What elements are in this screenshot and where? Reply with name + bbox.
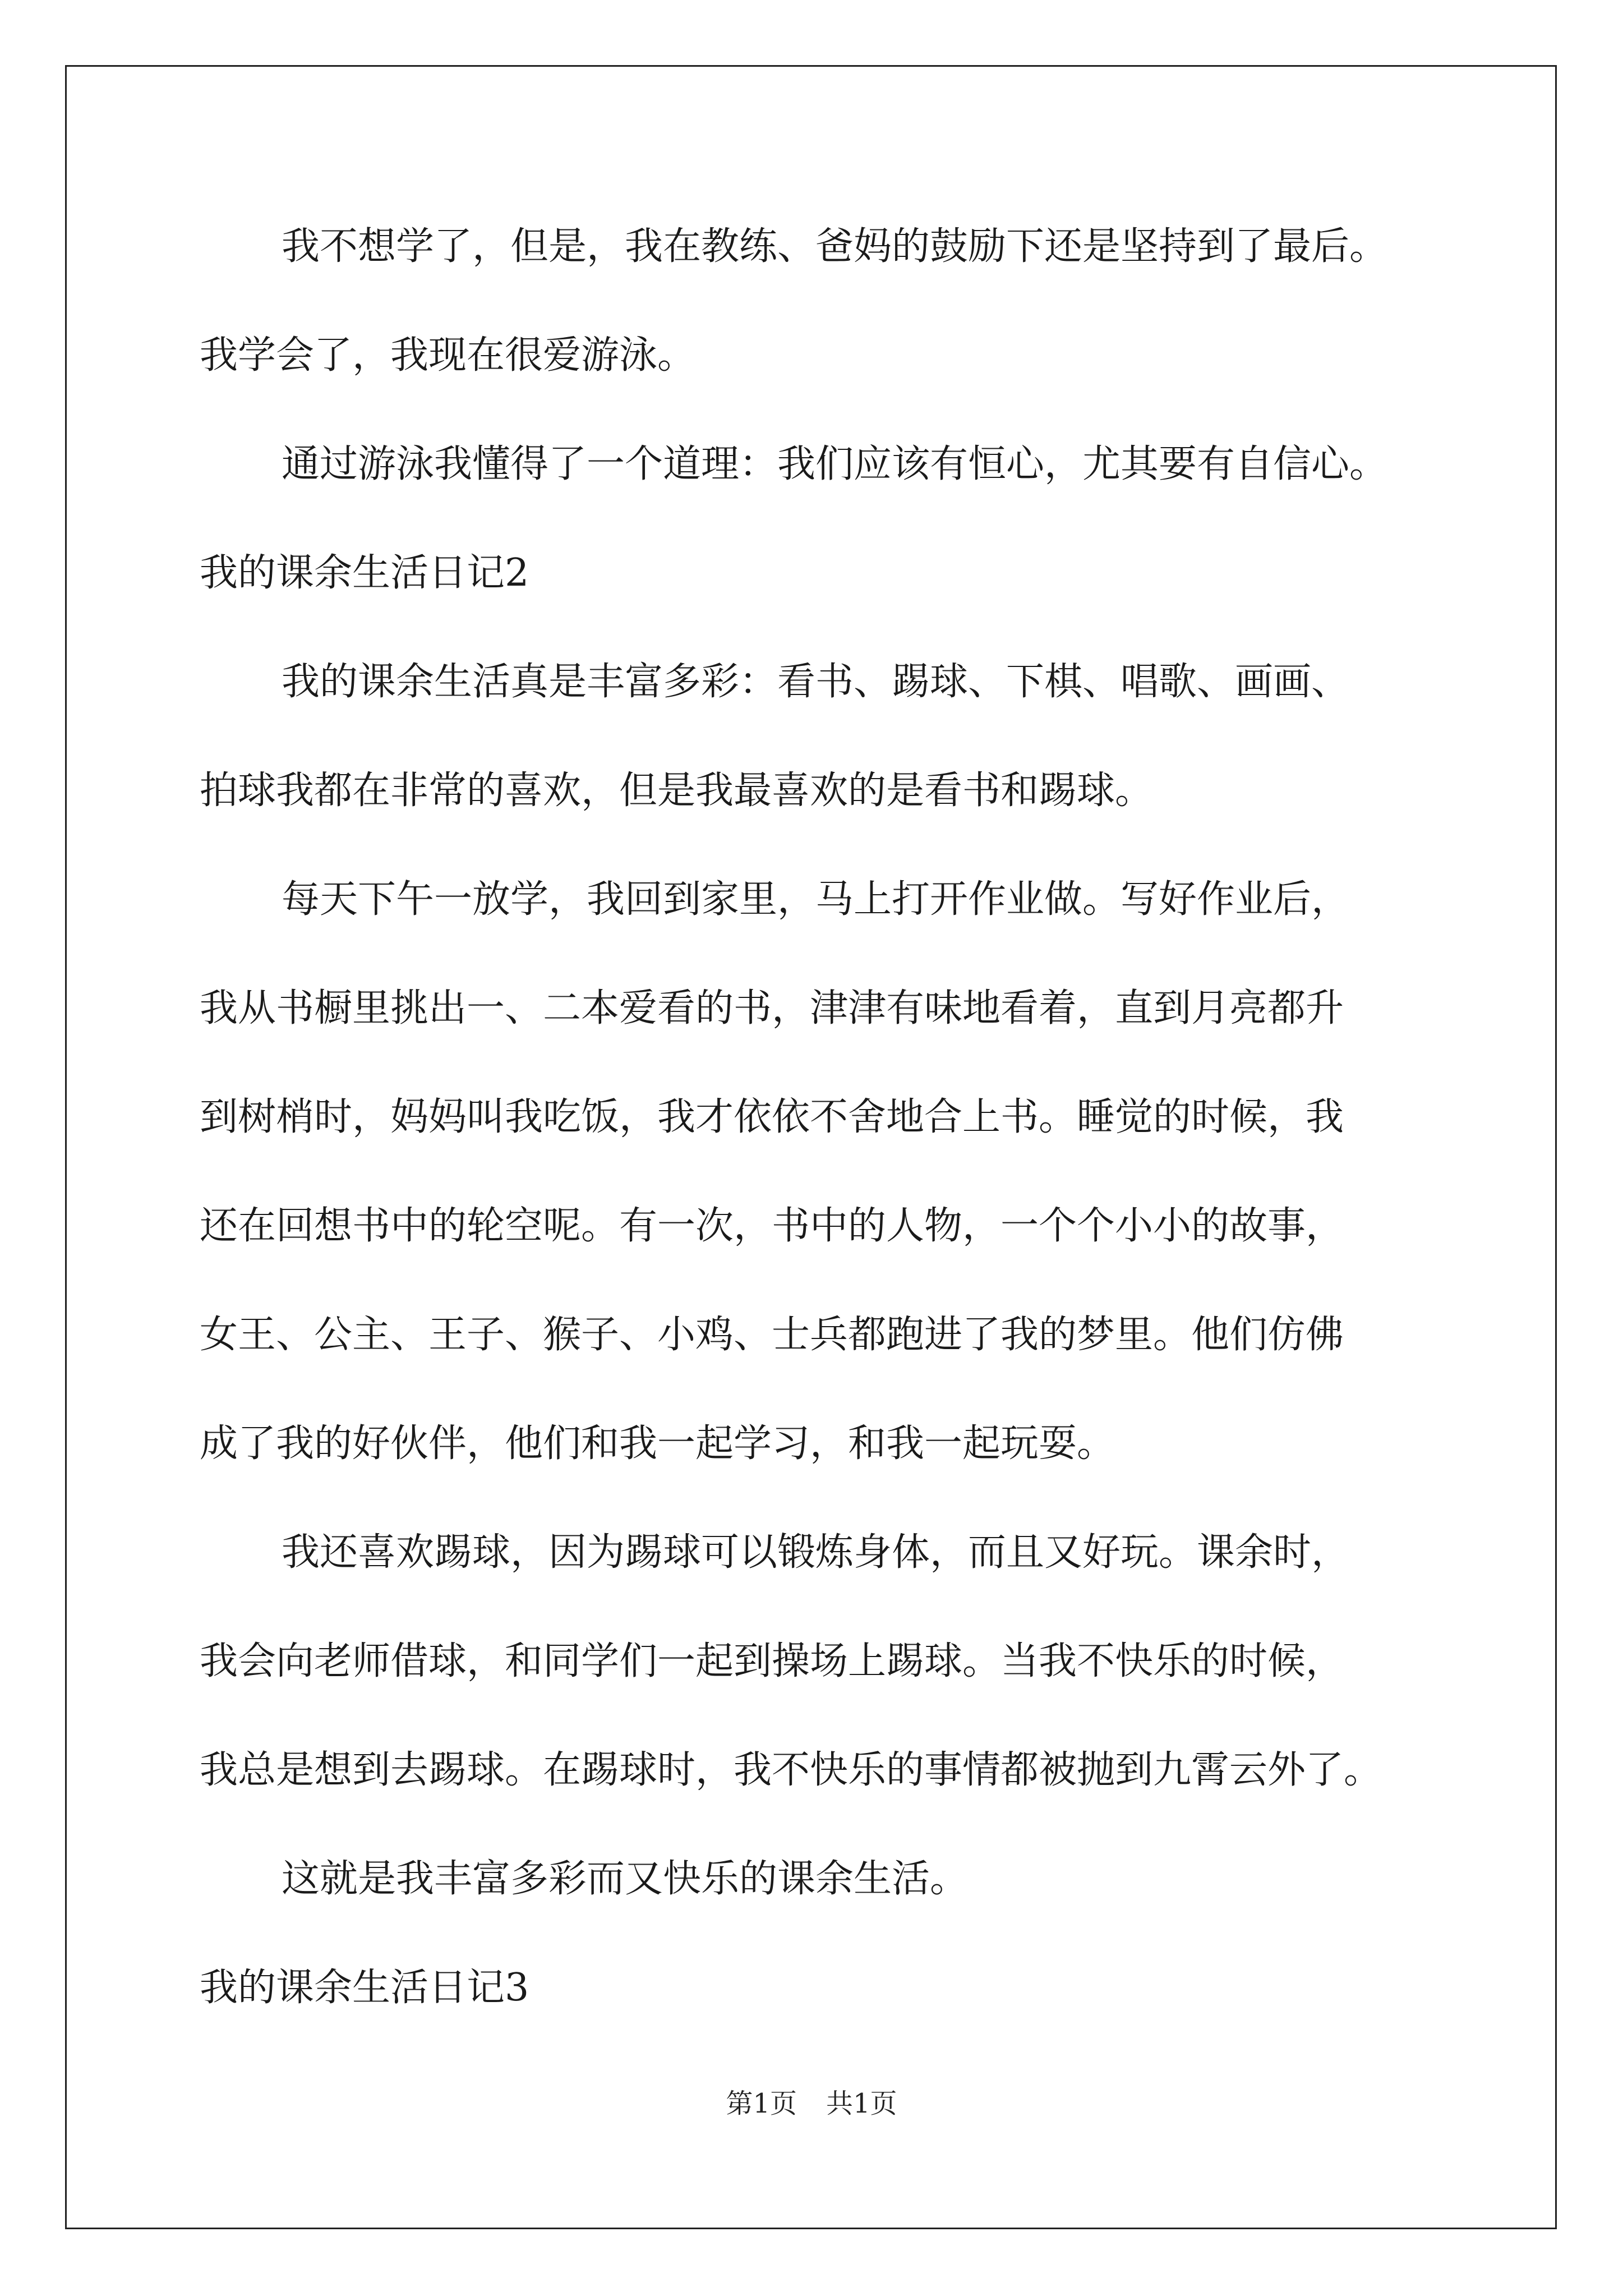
paragraph-line: 我会向老师借球，和同学们一起到操场上踢球。当我不快乐的时候， <box>200 1639 1344 1683</box>
paragraph-line: 我还喜欢踢球，因为踢球可以锻炼身体，而且又好玩。课余时， <box>282 1530 1350 1575</box>
paragraph-line: 我不想学了，但是，我在教练、爸妈的鼓励下还是坚持到了最后。 <box>282 224 1388 269</box>
paragraph-line: 我学会了，我现在很爱游泳。 <box>200 333 696 378</box>
section-heading: 我的课余生活日记2 <box>200 551 529 595</box>
paragraph-line: 这就是我丰富多彩而又快乐的课余生活。 <box>282 1857 969 1901</box>
page-total: 共1页 <box>826 2088 897 2119</box>
paragraph-line: 还在回想书中的轮空呢。有一次，书中的人物，一个个小小的故事， <box>200 1204 1344 1248</box>
paragraph-line: 我从书橱里挑出一、二本爱看的书，津津有味地看着，直到月亮都升 <box>200 986 1344 1030</box>
section-heading: 我的课余生活日记3 <box>200 1966 529 2010</box>
paragraph-line: 通过游泳我懂得了一个道理：我们应该有恒心，尤其要有自信心。 <box>282 442 1388 486</box>
paragraph-line: 我的课余生活真是丰富多彩：看书、踢球、下棋、唱歌、画画、 <box>282 660 1350 704</box>
paragraph-line: 我总是想到去踢球。在踢球时，我不快乐的事情都被抛到九霄云外了。 <box>200 1748 1382 1792</box>
page-footer <box>0 2087 1623 2120</box>
paragraph-line: 女王、公主、王子、猴子、小鸡、士兵都跑进了我的梦里。他们仿佛 <box>200 1313 1344 1357</box>
paragraph-line: 成了我的好伙伴，他们和我一起学习，和我一起玩耍。 <box>200 1421 1115 1466</box>
page-number: 第1页 <box>726 2088 797 2119</box>
paragraph-line: 每天下午一放学，我回到家里，马上打开作业做。写好作业后， <box>282 877 1350 922</box>
paragraph-line: 拍球我都在非常的喜欢，但是我最喜欢的是看书和踢球。 <box>200 769 1154 813</box>
paragraph-line: 到树梢时，妈妈叫我吃饭，我才依依不舍地合上书。睡觉的时候，我 <box>200 1095 1344 1139</box>
